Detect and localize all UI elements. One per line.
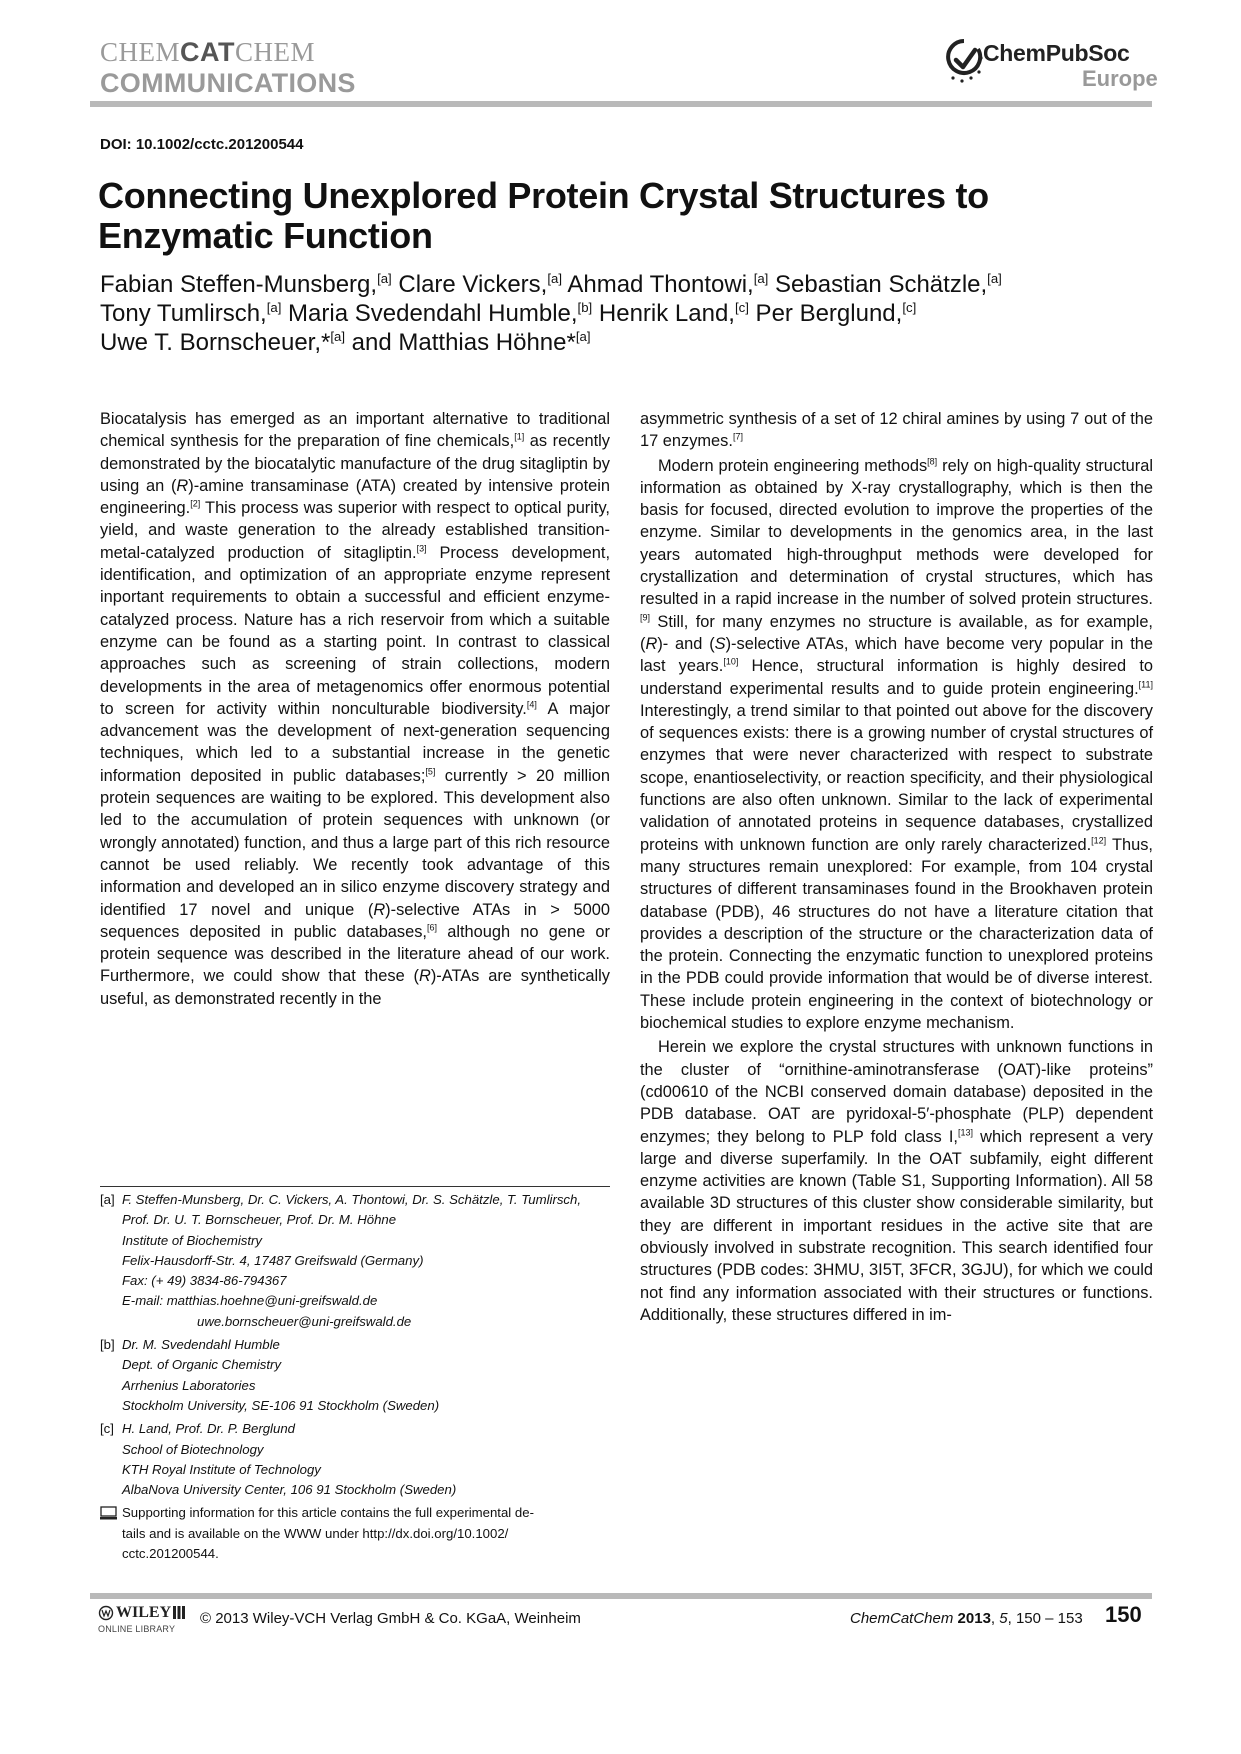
publisher-sub: Europe <box>1082 66 1158 91</box>
wiley-library-label: ONLINE LIBRARY <box>98 1624 176 1634</box>
body-paragraph <box>640 1036 1153 1326</box>
supporting-info-note <box>100 1503 615 1564</box>
author-name: Ahmad Thontowi, <box>562 271 754 298</box>
text-run: )-selective ATAs, which have become very popular in the last years. <box>640 634 1153 676</box>
footnote-line: cctc.201200544. <box>122 1546 219 1562</box>
footnote-line: School of Biotechnology <box>122 1441 264 1457</box>
book-icon <box>172 1605 186 1620</box>
footnote-line: Arrhenius Laboratories <box>122 1377 256 1393</box>
author-name: and Matthias Höhne* <box>345 329 576 356</box>
text-run: )-ATAs are synthetically useful, as demonstrated recently in the <box>100 967 610 1008</box>
footnote-mark: [a] <box>100 1192 115 1207</box>
italic-text: S <box>714 634 726 653</box>
wiley-online-library-logo <box>98 1604 190 1640</box>
journal-name <box>100 38 315 66</box>
journal-name-part: CAT <box>180 37 236 67</box>
author-name: Maria Svedendahl Humble, <box>281 300 578 327</box>
text-run: currently > 20 million protein sequences are waiting to be explored. This development also led to the accumulation of protein sequences with unknown (or wrongly annotated) function, and thus a large part of this rich resource cannot be used reliably. We recently took advantage of this information and developed an in silico enzyme discovery strategy and identified 17 novel and unique ( <box>100 766 610 919</box>
citation-ref: [7] <box>732 431 743 442</box>
italic-text: R <box>645 634 658 653</box>
journal-name-part: CHEM <box>235 37 316 67</box>
citation-ref: [12] <box>1091 835 1107 846</box>
footnote-line: F. Steffen-Munsberg, Dr. C. Vickers, A. Thontowi, Dr. S. Schätzle, T. Tumlirsch, <box>122 1192 582 1207</box>
citation-ref: [3] <box>416 543 427 554</box>
body-paragraph <box>640 408 1153 453</box>
doi: DOI: 10.1002/cctc.201200544 <box>100 136 304 153</box>
citation-ref: [5] <box>425 766 436 777</box>
author-name: Tony Tumlirsch, <box>100 300 267 327</box>
text-run: Still, for many enzymes no structure is available, as for example, ( <box>640 612 1153 653</box>
author-name: Fabian Steffen-Munsberg, <box>100 271 378 298</box>
italic-text: R <box>418 967 431 986</box>
author-affiliation: [c] <box>734 299 749 315</box>
body-column-right <box>640 408 1153 1326</box>
author-affiliation: [c] <box>902 299 917 315</box>
text-run: Biocatalysis has emerged as an important alternative to traditional chemical synthesis for the preparation of fine chemicals, <box>100 410 610 451</box>
text-run: Process development, identification, and optimization of an appropriate enzyme represent inportant requirements to obtain a successful and efficient enzyme-catalyzed process. Nature has a rich reservoir from which a suitable enzyme can be found as a starting point. In contrast to classical approaches such as screening of strain collections, modern developments in the area of metagenomics offer enormous potential to screen for activity within nonculturable biodiversity. <box>100 543 610 718</box>
author-name: Uwe T. Bornscheuer,* <box>100 329 331 356</box>
wiley-emblem-icon <box>98 1605 114 1621</box>
text-run: asymmetric synthesis of a set of 12 chiral amines by using 7 out of the 17 enzymes. <box>640 410 1153 451</box>
author-affiliation: [a] <box>575 328 591 344</box>
page-number: 150 <box>1105 1602 1142 1627</box>
citation-ref: [9] <box>640 612 651 623</box>
chempubsoc-seal-icon <box>945 38 983 84</box>
body-column-left <box>100 408 610 1010</box>
text-run: Herein we explore the crystal structures with unknown functions in the cluster of “ornithine-aminotransferase (OAT)-like proteins” (cd00610 of the NCBI conserved domain database) deposited in the PDB database. OAT are pyridoxal-5′-phosphate (PLP) dependent enzymes; they belong to PLP fold class I, <box>640 1038 1153 1146</box>
author-line <box>100 270 1150 299</box>
body-paragraph <box>640 455 1153 1035</box>
footnote-c <box>100 1419 615 1500</box>
text-run: )-selective ATAs in > 5000 sequences deposited in public databases, <box>100 900 610 941</box>
text-run: Thus, many structures remain unexplored: For example, from 104 crystal structures of different transaminases found in the Brookhaven protein database (PDB), 46 structures do not have a literature citation that provides a description of the structure or the characterization data of the protein. Connecting the enzymatic function to unexplored proteins in the PDB could provide information that would be of diverse interest. These include protein engineering in the context of biotechnology or biochemical studies to explore enzyme mechanism. <box>640 835 1153 1033</box>
citation-ref: [1] <box>514 431 525 442</box>
footnote-rule <box>100 1186 610 1187</box>
author-name: Per Berglund, <box>748 300 903 327</box>
chempubsoc-logo <box>945 38 1158 98</box>
author-affiliation: [a] <box>266 299 282 315</box>
author-affiliation: [a] <box>330 328 346 344</box>
footnote-line: Dr. M. Svedendahl Humble <box>122 1337 280 1353</box>
author-affiliation: [a] <box>753 270 769 286</box>
author-list <box>100 270 1150 357</box>
text-run: A major advancement was the development of next-generation sequencing techniques, which led to a substantial increase in the genetic information deposited in public databases; <box>100 699 611 785</box>
body-paragraph <box>100 408 610 1010</box>
footnote-line: KTH Royal Institute of Technology <box>122 1461 321 1477</box>
footnote-b <box>100 1335 615 1416</box>
footnote-line: Prof. Dr. U. T. Bornscheuer, Prof. Dr. M. Höhne <box>122 1212 397 1228</box>
author-name: Clare Vickers, <box>391 271 548 298</box>
text-run: which represent a very large and diverse superfamily. In the OAT subfamily, eight different enzyme activities are known (Table S1, Supporting Information). All 58 available 3D structures of this cluster show considerable similarity, but they are different in important residues in the active site that are obviously involved in substrate recognition. This search identified four structures (PDB codes: 3HMU, 3I5T, 3FCR, 3GJU), for which we could not find any information associated with their structures or functions. Additionally, these structures differed in im- <box>640 1127 1154 1324</box>
computer-icon <box>100 1506 117 1520</box>
citation-pages: , 150 – 153 <box>1007 1610 1083 1627</box>
copyright: © 2013 Wiley-VCH Verlag GmbH & Co. KGaA, Weinheim <box>200 1610 581 1627</box>
text-run: Hence, structural information is highly desired to understand experimental results and to guide protein engineering. <box>640 657 1153 698</box>
citation-ref: [8] <box>927 456 938 467</box>
footnote-line: uwe.bornscheuer@uni-greifswald.de <box>197 1313 412 1329</box>
citation-ref: [10] <box>723 656 739 667</box>
italic-text: R <box>373 900 386 919</box>
footnote-line: Felix-Hausdorff-Str. 4, 17487 Greifswald (Germany) <box>122 1252 424 1268</box>
text-run: )- and ( <box>657 634 715 653</box>
citation-journal: ChemCatChem <box>850 1610 954 1627</box>
journal-name-part: CHEM <box>100 37 181 67</box>
citation-ref: [6] <box>426 922 437 933</box>
footnote-line: Dept. of Organic Chemistry <box>122 1357 282 1373</box>
text-run: Modern protein engineering methods <box>658 456 928 475</box>
text-run: as recently demonstrated by the biocatalytic manufacture of the drug sitagliptin by using an ( <box>100 432 610 495</box>
author-affiliation: [a] <box>987 270 1002 286</box>
footnote-line: Supporting information for this article contains the full experimental de- <box>122 1505 534 1521</box>
author-name: Sebastian Schätzle, <box>768 271 988 298</box>
text-run: This process was superior with respect to optical purity, yield, and waste generation to the already established transition-metal-catalyzed production of sitagliptin. <box>100 499 610 562</box>
footnote-line: Fax: (+ 49) 3834-86-794367 <box>122 1273 287 1289</box>
author-line <box>100 299 1150 328</box>
footer-rule <box>90 1593 1152 1599</box>
italic-text: R <box>176 476 189 495</box>
footnote-line: Stockholm University, SE-106 91 Stockholm (Sweden) <box>122 1397 440 1413</box>
citation-ref: [11] <box>1138 679 1153 690</box>
citation-ref: [2] <box>190 498 201 509</box>
citation-ref: [4] <box>526 699 537 710</box>
publisher-name: ChemPubSoc <box>983 40 1130 66</box>
text-run: although no gene or protein sequence was described in the literature ahead of our work. Furthermore, we could show that these ( <box>100 922 610 986</box>
author-affiliation: [a] <box>377 270 392 286</box>
footnote-line: H. Land, Prof. Dr. P. Berglund <box>122 1421 295 1437</box>
section-label: COMMUNICATIONS <box>100 68 356 98</box>
text-run: )-amine transaminase (ATA) created by intensive protein engineering. <box>100 476 610 518</box>
header-rule <box>90 101 1152 107</box>
article-title: Connecting Unexplored Protein Crystal Structures to Enzymatic Function <box>98 175 989 256</box>
footnote-a <box>100 1190 615 1332</box>
footnote-line: AlbaNova University Center, 106 91 Stockholm (Sweden) <box>122 1482 457 1498</box>
author-line <box>100 328 1150 357</box>
footnote-line: Institute of Biochemistry <box>122 1232 262 1248</box>
author-name: Henrik Land, <box>592 300 735 327</box>
text-run: rely on high-quality structural information as obtained by X-ray crystallography, which is then the basis for focused, directed evolution to improve the properties of the enzyme. Similar to developments in the genomics area, in the last years automated high-throughput methods were developed for crystallization and determination of crystal structures, which has resulted in a rapid increase in the number of solved protein structures. <box>640 456 1153 609</box>
footnote-mark: [b] <box>100 1337 115 1353</box>
citation-year: 2013 <box>957 1610 991 1627</box>
author-affiliation: [b] <box>577 299 593 315</box>
author-affiliation: [a] <box>547 270 563 286</box>
citation-ref: [13] <box>957 1127 973 1138</box>
footnote-line: tails and is available on the WWW under http://dx.doi.org/10.1002/ <box>122 1525 509 1541</box>
footnote-mark: [c] <box>100 1421 114 1437</box>
text-run: Interestingly, a trend similar to that pointed out above for the discovery of sequences exists: there is a growing number of crystal structures of enzymes that were never characterized with respect to substrate scope, enantioselectivity, or reaction specificity, and their physiological functions are also often unknown. Similar to the lack of experimental validation of annotated proteins in sequence databases, crystallized proteins with unknown function are only rarely characterized. <box>640 701 1153 854</box>
affiliation-footnotes <box>100 1190 615 1564</box>
wiley-wordmark: WILEY <box>116 1604 172 1621</box>
journal-citation: ChemCatChem 2013, 5, 150 – 153 <box>850 1610 1083 1627</box>
footnote-line: E-mail: matthias.hoehne@uni-greifswald.de <box>122 1293 378 1309</box>
citation-volume: 5 <box>999 1610 1008 1627</box>
